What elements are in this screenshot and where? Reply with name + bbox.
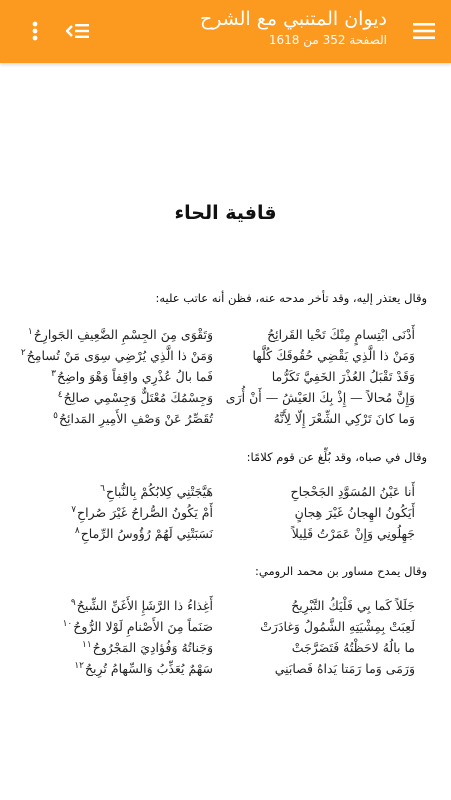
second-hemistich: وَجِسْمُكَ مُعْتَلٌّ وَجِسْمِي صالِحُ$^٤$ (57, 390, 213, 406)
verse-number: ٩ (70, 598, 76, 608)
first-hemistich: وَرَمَى وَما رَمَتا يَداهُ فَصابَنِي (274, 661, 415, 676)
first-hemistich: وَما كانَ تَرْكِي الشِّعْرَ إِلّا لِأَنَّهُ (273, 411, 415, 426)
second-hemistich: وَمَنْ ذا الَّذِي يُرْضِي سِوَى مَنْ تُسامِحُ$^٢$ (20, 348, 213, 364)
verse-line (0, 526, 451, 546)
verse-line (0, 484, 451, 504)
first-hemistich: جَهِلُونِي وَإِنْ عَمَرْتُ قَلِيلاً (291, 526, 415, 541)
hamburger-menu-icon (411, 18, 437, 44)
second-hemistich: وَتَقْوَى مِنَ الجِسْمِ الضَّعِيفِ الجَوارِحُ$^١$ (27, 327, 213, 343)
first-hemistich: وَمَنْ ذا الَّذِي يَقْضِي حُقُوقَكَ كُلَّها (252, 348, 415, 363)
verse-number: ٢ (20, 348, 26, 358)
first-hemistich: أَيَكُونُ الهِجانُ غَيْرَ هِجانٍ (294, 505, 415, 520)
verse-number: ١٠ (62, 619, 73, 629)
first-hemistich: لَعِبَتْ بِمِشْيَتِهِ الشَّمُولُ وَغادَرَتْ (260, 619, 415, 634)
more-vert-icon (25, 18, 45, 44)
overflow-menu-button[interactable] (25, 18, 45, 44)
verse-line (0, 327, 451, 347)
verse-line (0, 661, 451, 681)
verse-number: ١٢ (74, 661, 84, 671)
verse-line (0, 640, 451, 660)
verse-line (0, 619, 451, 639)
second-hemistich: أَمْ يَكُونُ الصُّراحُ غَيْرَ صُراحِ$^٧$ (71, 505, 213, 521)
verse-line (0, 505, 451, 525)
verse-number: ٧ (71, 505, 77, 515)
app-title: ديوان المتنبي مع الشرح (199, 8, 387, 30)
page-indicator: الصفحة 352 من 1618 (268, 33, 387, 47)
first-hemistich: أَدْنَى ابْتِسامٍ مِنْكَ تَحْيا القَرائِحُ (267, 327, 415, 342)
first-hemistich: وَقَدْ تَقْبَلُ العُذْرَ الخَفِيَّ تَكَرُّما (271, 369, 415, 384)
second-hemistich: هَيَّجَتْنِي كِلابُكُمْ بِالنُّباحِ$^٦$ (100, 484, 213, 500)
verse-number: ١ (27, 327, 33, 337)
app-bar (0, 0, 451, 63)
poem-intro: وقال يمدح مساور بن محمد الرومي: (255, 564, 427, 578)
book-page (0, 63, 451, 800)
second-hemistich: وَجَناتُهُ وَفُؤادِيَ المَجْرُوحُ$^{١١}$ (81, 640, 213, 656)
verse-line (0, 369, 451, 389)
verse-number: ٤ (57, 390, 63, 400)
first-hemistich: ما بالُهُ لاحَظْتُهُ فَتَضَرَّجَتْ (291, 640, 415, 655)
second-hemistich: صَنَماً مِنَ الأَصْنامِ لَوْلا الرُّوحُ$^{١٠}$ (62, 619, 213, 635)
poem-intro: وقال يعتذر إليه، وقد تأخر مدحه عنه، فظن أنه عاتب عليه: (155, 291, 427, 305)
verse-number: ١١ (81, 640, 92, 650)
verse-number: ٦ (100, 484, 106, 494)
menu-button[interactable] (411, 18, 437, 44)
verse-line (0, 348, 451, 368)
chapter-title: قافية الحاء (174, 202, 277, 224)
second-hemistich: أَغِذاءُ ذا الرَّشَإِ الأَغَنِّ الشِّيحُ$^٩$ (70, 598, 213, 614)
poem-intro: وقال في صباه، وقد بُلِّغ عن قوم كلامًا: (246, 450, 427, 464)
second-hemistich: فَما بالُ عُذْرِي واقِفاً وَهْوَ واضِحُ$^٣$ (51, 369, 213, 385)
first-hemistich: أَنا عَيْنُ المُسَوَّدِ الجَحْجاحِ (290, 484, 415, 499)
verse-number: ٨ (74, 526, 80, 536)
first-hemistich: جَلَلاً كَما بِي فَلْيَكُ التَّبْرِيحُ (291, 598, 415, 613)
table-of-contents-icon (63, 18, 93, 44)
second-hemistich: سَهْمٌ يُعَذِّبُ وَالسِّهامُ تُرِيحُ$^{١٢}$ (74, 661, 213, 677)
second-hemistich: نَسَبَتْنِي لَهُمْ رُؤُوسُ الرِّماحِ$^٨$ (74, 526, 213, 542)
table-of-contents-button[interactable] (63, 18, 93, 44)
verse-line (0, 411, 451, 431)
second-hemistich: تُقَصِّرُ عَنْ وَصْفِ الأَمِيرِ المَدائِحُ$^٥$ (53, 411, 213, 427)
first-hemistich: وَإِنَّ مُحالاً — إِذْ بِكَ العَيْشُ — أَنْ أُرَى (225, 390, 415, 405)
verse-line (0, 598, 451, 618)
verse-number: ٥ (53, 411, 58, 421)
title-block (137, 7, 387, 49)
verse-number: ٣ (51, 369, 57, 379)
verse-line (0, 390, 451, 410)
